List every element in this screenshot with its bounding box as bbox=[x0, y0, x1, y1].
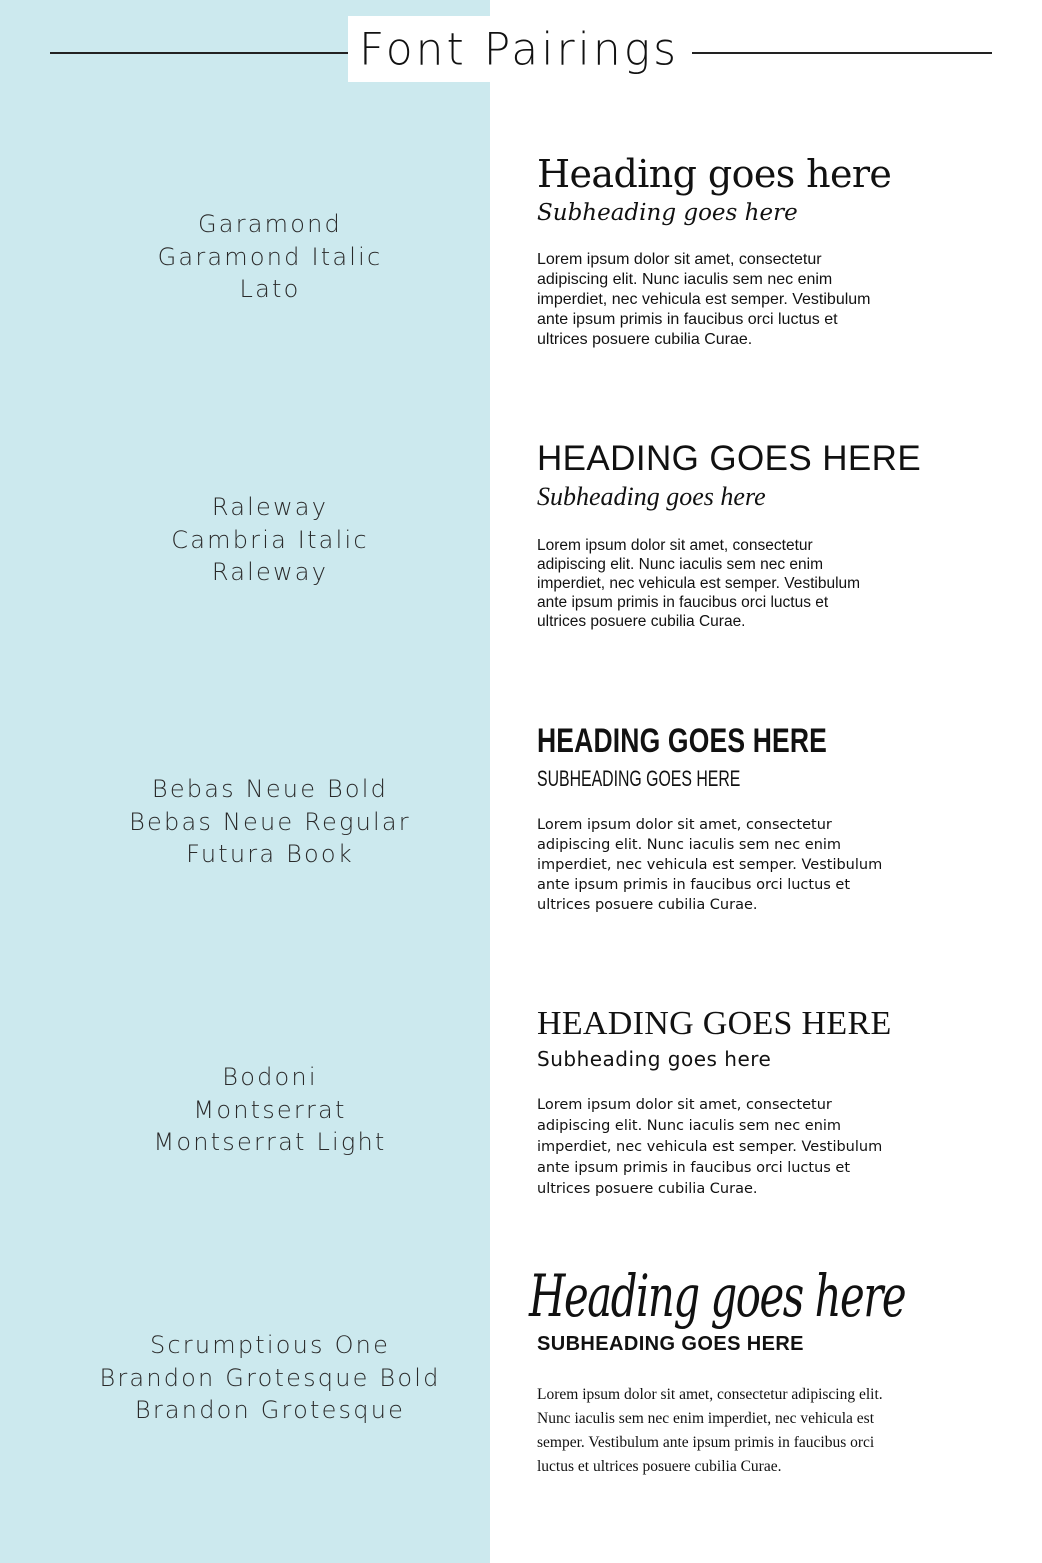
body-line: semper. Vestibulum ante ipsum primis in faucibus orci bbox=[537, 1434, 875, 1451]
body-line: Lorem ipsum dolor sit amet, consectetur bbox=[537, 251, 822, 268]
sample-subheading: Subheading goes here bbox=[537, 482, 766, 511]
font-name: Bebas Neue Bold bbox=[151, 775, 389, 803]
body-line: ante ipsum primis in faucibus orci luctus et bbox=[537, 594, 829, 611]
sample-body bbox=[537, 815, 1007, 915]
font-name: Montserrat Light bbox=[153, 1128, 387, 1156]
sample-body bbox=[537, 1095, 1007, 1200]
font-name: Garamond Italic bbox=[157, 242, 383, 271]
body-line: Lorem ipsum dolor sit amet, consectetur bbox=[537, 1097, 832, 1113]
sample-subheading: Subheading goes here bbox=[537, 1047, 772, 1071]
font-names-5 bbox=[40, 1329, 500, 1427]
sample-4 bbox=[537, 1003, 1007, 1200]
font-name: Futura Book bbox=[186, 840, 354, 868]
sample-2 bbox=[537, 438, 1007, 631]
body-line: luctus et ultrices posuere cubilia Curae. bbox=[537, 1458, 782, 1475]
sample-1 bbox=[537, 150, 1007, 350]
body-line: adipiscing elit. Nunc iaculis sem nec enim bbox=[537, 556, 824, 573]
sample-heading: Heading goes here bbox=[537, 152, 892, 196]
body-line: adipiscing elit. Nunc iaculis sem nec enim bbox=[537, 271, 833, 288]
title-rule-left bbox=[50, 52, 350, 54]
sample-heading: HEADING GOES HERE bbox=[537, 722, 828, 760]
sample-heading: Heading goes here bbox=[529, 1262, 906, 1330]
body-line: ultrices posuere cubilia Curae. bbox=[537, 331, 753, 348]
font-name: Raleway bbox=[211, 558, 329, 586]
body-line: imperdiet, nec vehicula est semper. Vestibulum bbox=[537, 575, 861, 592]
font-name: Scrumptious One bbox=[149, 1331, 391, 1359]
body-line: ultrices posuere cubilia Curae. bbox=[537, 897, 758, 913]
font-names-2 bbox=[40, 491, 500, 589]
title-rule-right bbox=[692, 52, 992, 54]
sample-body bbox=[537, 250, 1007, 350]
title-box bbox=[348, 16, 690, 82]
body-line: imperdiet, nec vehicula est semper. Vestibulum bbox=[537, 1139, 883, 1155]
sample-subheading: SUBHEADING GOES HERE bbox=[537, 766, 741, 791]
body-line: ante ipsum primis in faucibus orci luctus et bbox=[537, 311, 838, 328]
font-name: Brandon Grotesque Bold bbox=[99, 1363, 441, 1392]
sample-body bbox=[537, 1383, 1007, 1479]
page-title: Font Pairings bbox=[358, 22, 680, 76]
font-names-4 bbox=[40, 1061, 500, 1159]
body-line: Lorem ipsum dolor sit amet, consectetur bbox=[537, 817, 832, 833]
font-name: Brandon Grotesque bbox=[134, 1396, 406, 1424]
body-line: ante ipsum primis in faucibus orci luctus et bbox=[537, 1160, 851, 1176]
sample-5 bbox=[529, 1255, 1007, 1479]
font-name: Bodoni bbox=[222, 1063, 318, 1091]
sample-heading: HEADING GOES HERE bbox=[537, 439, 922, 478]
body-line: Nunc iaculis sem nec enim imperdiet, nec vehicula est bbox=[537, 1410, 875, 1427]
body-line: adipiscing elit. Nunc iaculis sem nec enim bbox=[537, 1118, 842, 1134]
font-name: Lato bbox=[239, 275, 301, 303]
sample-body bbox=[537, 536, 1007, 631]
font-names-3 bbox=[40, 773, 500, 871]
font-name: Raleway bbox=[211, 493, 329, 521]
body-line: ultrices posuere cubilia Curae. bbox=[537, 1181, 758, 1197]
font-name: Cambria Italic bbox=[171, 525, 369, 554]
sample-subheading: Subheading goes here bbox=[537, 200, 798, 226]
body-line: adipiscing elit. Nunc iaculis sem nec enim bbox=[537, 837, 842, 853]
body-line: ultrices posuere cubilia Curae. bbox=[537, 613, 746, 630]
sample-3 bbox=[537, 717, 1007, 915]
font-name: Bebas Neue Regular bbox=[129, 807, 411, 836]
body-line: ante ipsum primis in faucibus orci luctus et bbox=[537, 877, 851, 893]
body-line: imperdiet, nec vehicula est semper. Vestibulum bbox=[537, 291, 871, 308]
sample-subheading: SUBHEADING GOES HERE bbox=[537, 1333, 804, 1355]
body-line: Lorem ipsum dolor sit amet, consectetur adipiscing elit. bbox=[537, 1386, 883, 1403]
sample-heading: HEADING GOES HERE bbox=[537, 1005, 892, 1042]
body-line: Lorem ipsum dolor sit amet, consectetur bbox=[537, 537, 813, 554]
font-names-1 bbox=[40, 208, 500, 306]
font-name: Montserrat bbox=[193, 1095, 347, 1124]
body-line: imperdiet, nec vehicula est semper. Vestibulum bbox=[537, 857, 883, 873]
font-name: Garamond bbox=[198, 210, 342, 238]
